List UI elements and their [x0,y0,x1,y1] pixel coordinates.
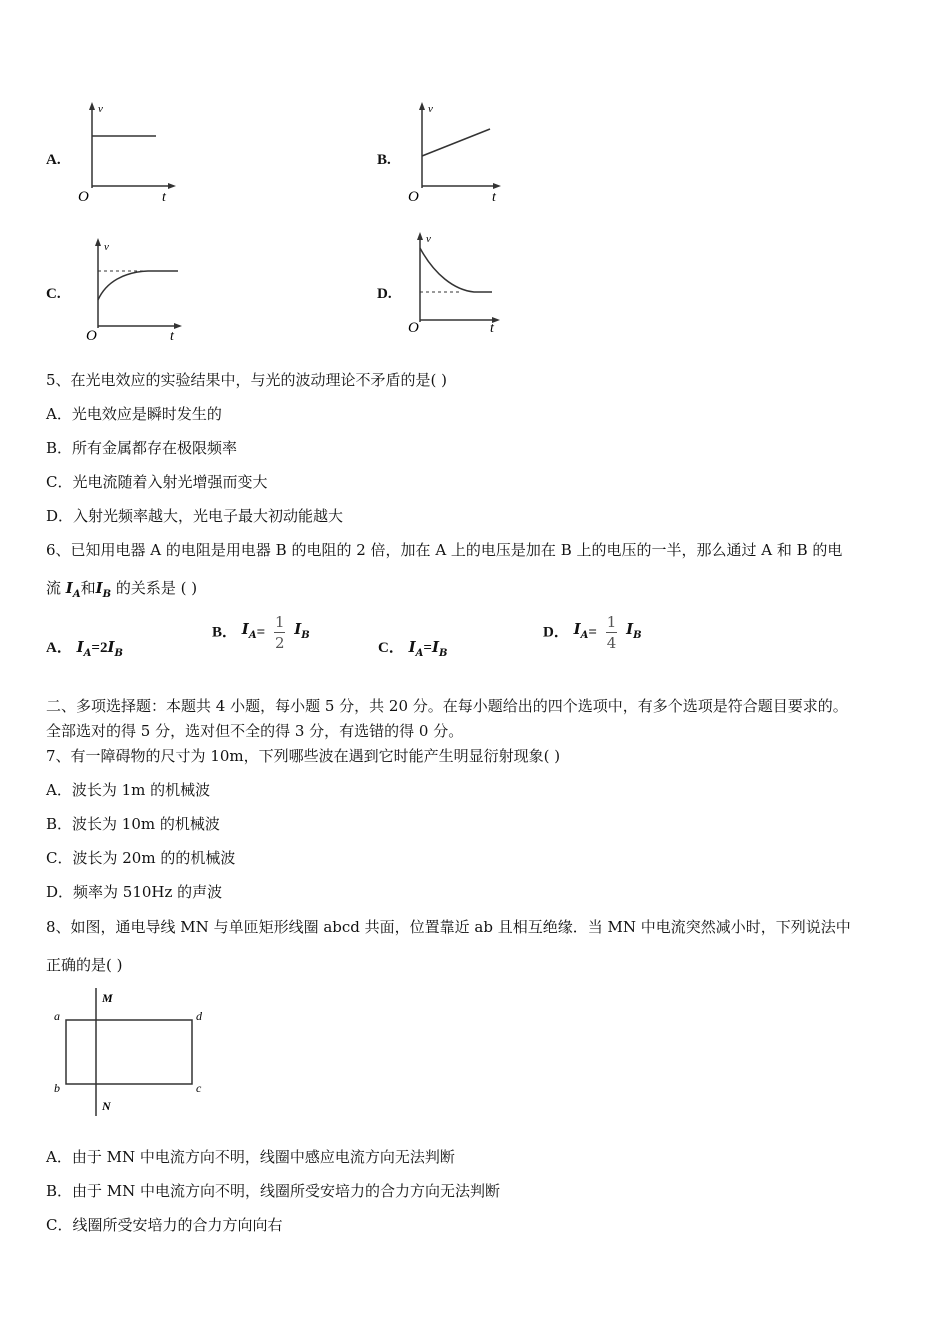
section2-heading-line2: 全部选对的得 5 分，选对但不全的得 3 分，有选错的得 0 分。 [46,722,464,740]
option-b-label: B. [377,152,391,168]
q8-stem-line2: 正确的是( ) [46,956,123,974]
rectangular-coil [66,1020,192,1084]
coil-wire-figure [48,984,218,1120]
q6-stem-line1: 6、已知用电器 A 的电阻是用电器 B 的电阻的 2 倍，加在 A 上的电压是加在 B 上的电压的一半，那么通过 A 和 B 的电 [46,541,843,559]
svg-text:t: t [492,190,496,205]
q8-option-b: B．由于 MN 中电流方向不明，线圈所受安培力的合力方向无法判断 [46,1182,501,1200]
svg-text:O: O [408,189,419,205]
q7-option-d: D．频率为 510Hz 的声波 [46,883,223,901]
q5-option-b: B．所有金属都存在极限频率 [46,439,238,457]
axis-v-label: v [98,103,103,115]
svg-text:O: O [408,320,419,336]
svg-text:t: t [490,321,494,336]
rising-curve [98,271,178,300]
q5-option-a: A．光电效应是瞬时发生的 [46,405,222,423]
q8-option-c: C．线圈所受安培力的合力方向向右 [46,1216,283,1234]
label-d: d [196,1009,202,1023]
increasing-velocity-line [422,129,490,156]
q6-stem-line2: 流 $I_A$和$I_B$ 的关系是 ( ) [46,579,198,600]
graph-b [402,100,512,208]
axis-t-label: t [162,190,166,205]
section2-heading-line1: 二、多项选择题：本题共 4 小题，每小题 5 分，共 20 分。在每小题给出的四个选项中，有多个选项是符合题目要求的。 [46,697,848,715]
option-a-label: A. [46,152,61,168]
label-N: N [102,1099,111,1113]
q7-option-a: A．波长为 1m 的机械波 [46,781,211,799]
q6-option-a: A． $I_A=2I_B$ [46,638,123,659]
svg-text:v: v [104,241,109,253]
t-axis-arrow [168,183,176,189]
q5-option-c: C．光电流随着入射光增强而变大 [46,473,268,491]
q7-option-c: C．波长为 20m 的的机械波 [46,849,236,867]
q6-option-b: B． $I_A=$ $\frac{1}{2}$ $I_B$ [212,613,310,652]
option-d-label: D. [377,286,392,302]
option-c-label: C. [46,286,61,302]
fraction-one-half: $\frac{1}{2}$ [274,613,285,652]
q6-option-d: D． $I_A=$ $\frac{1}{4}$ $I_B$ [543,613,642,652]
graph-a [72,100,182,208]
svg-text:O: O [86,328,97,344]
q5-stem: 5、在光电效应的实验结果中，与光的波动理论不矛盾的是( ) [46,371,448,389]
q6-option-c: C． $I_A=I_B$ [378,638,448,659]
origin-label: O [78,189,89,205]
label-M: M [102,991,113,1005]
svg-text:v: v [428,103,433,115]
graph-d [402,230,512,338]
v-axis-arrow [89,102,95,110]
q5-option-d: D．入射光频率越大，光电子最大初动能越大 [46,507,344,525]
q8-option-a: A．由于 MN 中电流方向不明，线圈中感应电流方向无法判断 [46,1148,455,1166]
q7-option-b: B．波长为 10m 的机械波 [46,815,220,833]
q7-stem: 7、有一障碍物的尺寸为 10m，下列哪些波在遇到它时能产生明显衍射现象( ) [46,747,561,765]
q8-stem-line1: 8、如图，通电导线 MN 与单匝矩形线圈 abcd 共面，位置靠近 ab 且相互绝缘．当 MN 中电流突然减小时，下列说法中 [46,918,851,936]
falling-curve [420,248,492,292]
fraction-one-quarter: $\frac{1}{4}$ [606,613,617,652]
label-c: c [196,1081,202,1095]
label-a: a [54,1009,60,1023]
svg-text:t: t [170,329,174,344]
label-b: b [54,1081,60,1095]
graph-c [78,236,188,344]
svg-text:v: v [426,233,431,245]
